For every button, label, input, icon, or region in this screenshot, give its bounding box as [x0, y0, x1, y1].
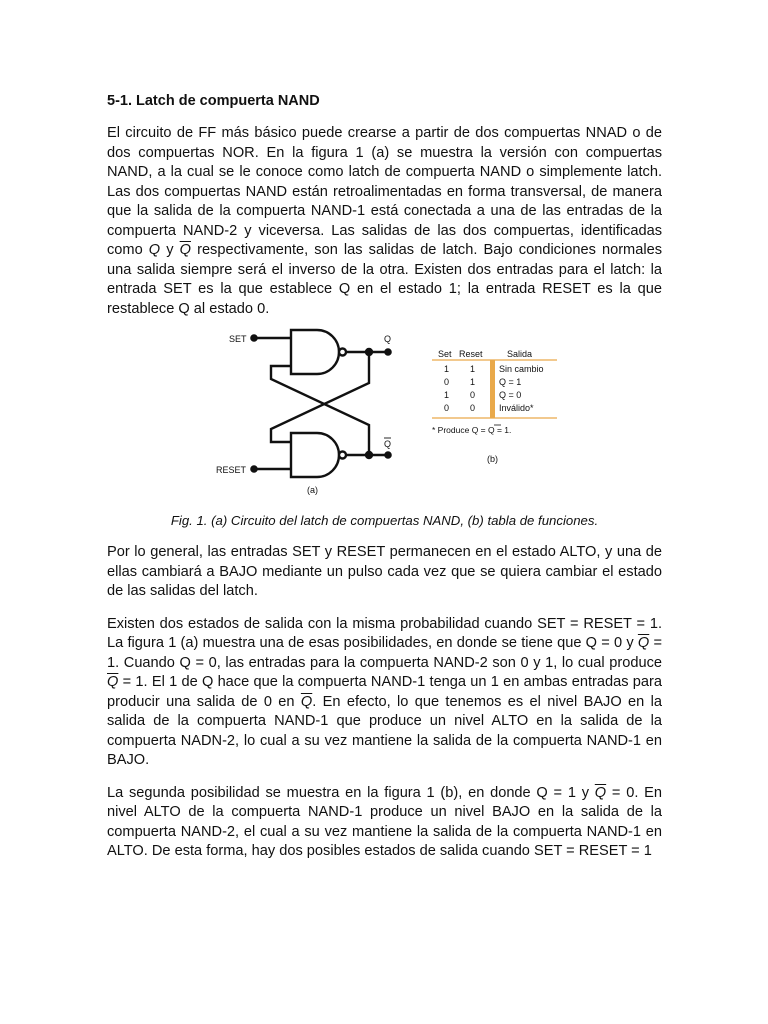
paragraph-gap — [107, 771, 662, 784]
paragraph-3 — [107, 615, 662, 771]
table-cell: 0 — [470, 403, 476, 413]
table-divider — [490, 360, 495, 418]
table-header-reset: Reset — [459, 349, 483, 359]
table-footnote-qbar: Q — [488, 425, 495, 435]
table-footnote — [432, 425, 511, 435]
qbar-symbol: $\overline{Q}$ — [594, 784, 607, 801]
paragraph-4 — [107, 784, 662, 862]
qbar-output-dot — [385, 452, 390, 457]
table-footnote-suffix: = 1. — [494, 425, 512, 435]
table-cell: Inválido* — [499, 403, 534, 413]
table-header-set: Set — [438, 349, 452, 359]
paragraph-3-part-3: = 1. El 1 de Q hace que la compuerta NAND-1 tenga un 1 en ambas entradas para producir una salida de 0 en — [107, 674, 662, 710]
paragraph-1-como: como — [107, 242, 149, 258]
table-footnote-prefix: * Produce Q = — [432, 425, 488, 435]
table-cell: Q = 0 — [499, 390, 522, 400]
table-cell: Q = 1 — [499, 377, 522, 387]
paragraph-3-part-1: Existen dos estados de salida con la misma probabilidad cuando SET = RESET = 1. La figura 1 (a) muestra una de esas posibilidades, en donde se tiene que Q = 0 y — [107, 615, 662, 651]
nand-gate-1-bubble — [339, 349, 346, 356]
nand-gate-1 — [291, 330, 339, 374]
table-cell: 0 — [470, 390, 476, 400]
circuit-sublabel: (a) — [307, 485, 318, 495]
set-label: SET — [229, 334, 247, 344]
qbar-symbol: $\overline{Q}$ — [179, 242, 191, 258]
paragraph-3-part-4: . En efecto, lo que tenemos es el nivel BAJO en la salida de la compuerta NAND-1 que produce un nivel ALTO en la salida de la compuerta NADN-2, lo cual a su vez mantiene la salida de la compuerta NAND-1 en BAJO. — [107, 693, 662, 768]
paragraph-2: Por lo general, las entradas SET y RESET permanecen en el estado ALTO, y una de ellas cambiará a BAJO mediante un pulso cada vez que se quiera cambiar el estado de las salidas del latch. — [107, 544, 662, 599]
nand-gate-2-bubble — [339, 452, 346, 459]
paragraph-4-part-2: = 0. En nivel ALTO de la compuerta NAND-1 produce un nivel BAJO en la salida de la compuerta NAND-2, el cual a su vez mantiene la salida de la compuerta NAND-1 en ALTO. De esta forma, hay dos posibles estados de salida cuando SET = RESET = 1 — [107, 784, 662, 859]
section-title: 5-1. Latch de compuerta NAND — [107, 93, 320, 109]
table-cell: 1 — [470, 364, 476, 374]
qbar-output-label: Q — [384, 439, 392, 449]
q-output-label: Q — [384, 334, 392, 344]
paragraph-3-part-2: = 1. Cuando Q = 0, las entradas para la compuerta NAND-2 son 0 y 1, lo cual produce — [107, 635, 663, 671]
q-output-dot — [385, 349, 390, 354]
table-cell: 0 — [444, 377, 450, 387]
table-cell: 1 — [444, 364, 450, 374]
paragraph-1-y: y — [160, 242, 180, 258]
document-page — [107, 92, 662, 862]
qbar-symbol: $\overline{Q}$ — [300, 693, 313, 710]
paragraph-1 — [107, 124, 662, 319]
qbar-junction-dot — [366, 452, 372, 458]
latch-figure — [107, 327, 662, 501]
reset-label: RESET — [216, 465, 247, 475]
nand-gate-2 — [291, 433, 339, 477]
latch-circuit — [251, 330, 390, 477]
table-cell: 1 — [470, 377, 476, 387]
qbar-symbol: $\overline{Q}$ — [637, 635, 650, 651]
table-sublabel: (b) — [487, 454, 498, 464]
figure-caption: Fig. 1. (a) Circuito del latch de compuertas NAND, (b) tabla de funciones. — [170, 513, 599, 528]
q-symbol: Q — [148, 242, 161, 258]
qbar-symbol: $\overline{Q}$ — [107, 674, 119, 690]
figure-1 — [107, 327, 662, 501]
paragraph-4-part-1: La segunda posibilidad se muestra en la figura 1 (b), en donde Q = 1 y — [107, 784, 595, 801]
paragraph-1-rest: respectivamente, son las salidas de latch. Bajo condiciones normales una salida siempre será el inverso de la otra. Existen dos entradas para el latch: la entrada SET es la que establece Q en el estado 1; la entrada RESET es la que restablece Q al estado 0. — [107, 242, 662, 317]
table-cell: 0 — [444, 403, 450, 413]
paragraph-1-text: El circuito de FF más básico puede crearse a partir de dos compuertas NNAD o de dos compuertas NOR. En la figura 1 (a) se muestra la versión con compuertas NAND, a la cual se le conoce como latch de compuerta NAND o simplemente latch. Las dos compuertas NAND están retroalimentadas en forma transversal, de manera que la salida de la compuerta NAND-1 está conectada a una de las entradas de la compuerta NAND-2 y viceversa. Las salidas de las dos compuertas, identificadas — [107, 125, 662, 239]
function-table — [432, 349, 557, 464]
paragraph-gap — [107, 602, 662, 615]
table-header-salida: Salida — [507, 349, 533, 359]
table-cell: Sin cambio — [499, 364, 544, 374]
table-cell: 1 — [444, 390, 450, 400]
